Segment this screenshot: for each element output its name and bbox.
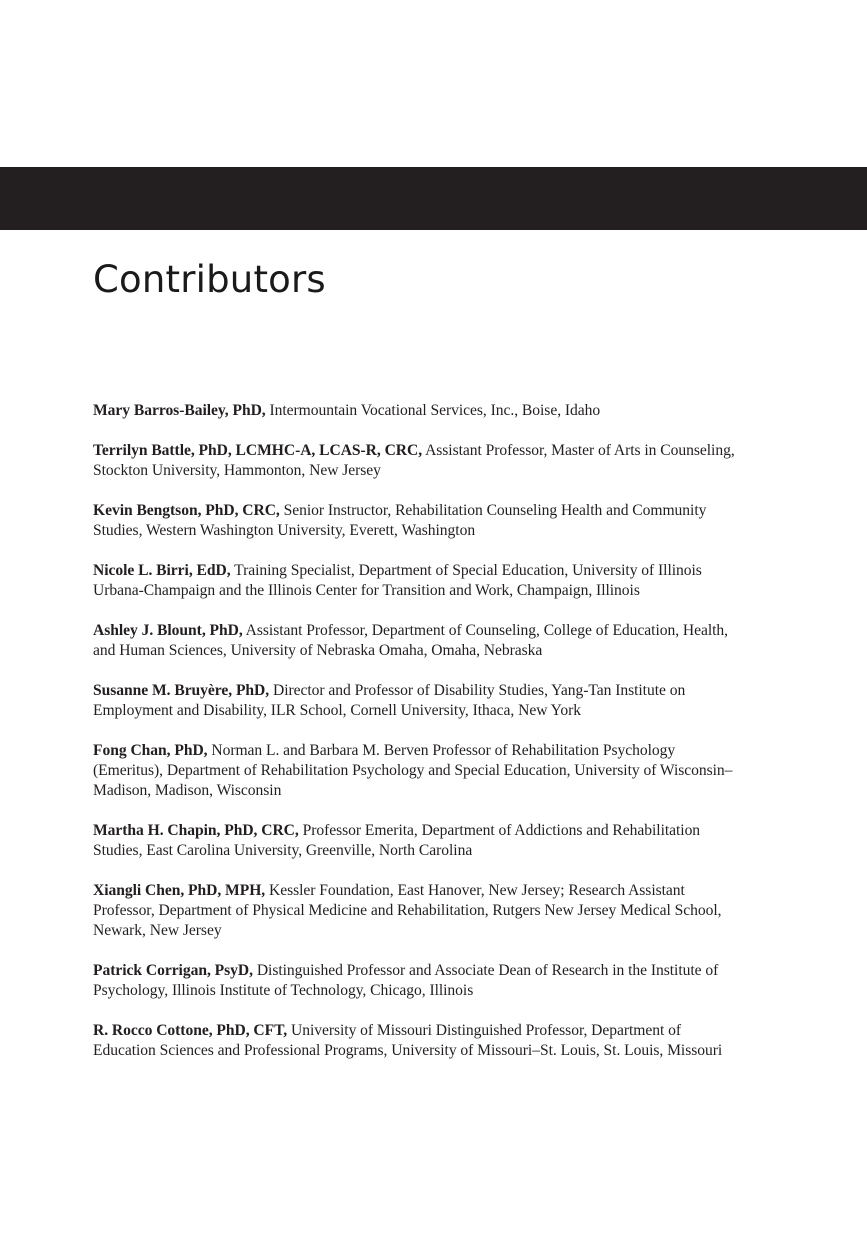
page-title: Contributors	[93, 258, 326, 301]
contributor-name: R. Rocco Cottone, PhD, CFT,	[93, 1022, 288, 1039]
contributor-name: Nicole L. Birri, EdD,	[93, 562, 231, 579]
contributor-affiliation: Professor Emerita, Department of Addictions and Rehabilitation Studies, East Carolina University, Greenville, North Carolina	[93, 822, 701, 859]
contributor-name: Susanne M. Bruyère, PhD,	[93, 682, 270, 699]
contributor-name: Fong Chan, PhD,	[93, 742, 208, 759]
contributor-affiliation: Senior Instructor, Rehabilitation Counseling Health and Community Studies, Western Washington University, Everett, Washington	[93, 502, 707, 539]
contributor-affiliation: Assistant Professor, Department of Counseling, College of Education, Health, and Human Sciences, University of Nebraska Omaha, Omaha, Nebraska	[93, 622, 729, 659]
contributor-entry	[93, 621, 738, 661]
contributor-affiliation: Norman L. and Barbara M. Berven Professor of Rehabilitation Psychology (Emeritus), Department of Rehabilitation Psychology and Special Education, University of Wisconsin–Madison, Madison, Wisconsin	[93, 742, 733, 799]
contributor-affiliation: Kessler Foundation, East Hanover, New Jersey; Research Assistant Professor, Department of Physical Medicine and Rehabilitation, Rutgers New Jersey Medical School, Newark, New Jersey	[93, 882, 722, 939]
contributor-entry	[93, 741, 738, 801]
contributor-entry	[93, 821, 738, 861]
contributor-affiliation: Distinguished Professor and Associate Dean of Research in the Institute of Psychology, Illinois Institute of Technology, Chicago, Illinois	[93, 962, 719, 999]
contributor-name: Mary Barros-Bailey, PhD,	[93, 402, 266, 419]
contributor-entry	[93, 961, 738, 1001]
contributor-entry	[93, 441, 738, 481]
contributor-name: Ashley J. Blount, PhD,	[93, 622, 243, 639]
contributor-entry	[93, 1021, 738, 1061]
contributor-entry	[93, 681, 738, 721]
contributor-affiliation: Director and Professor of Disability Studies, Yang-Tan Institute on Employment and Disability, ILR School, Cornell University, Ithaca, New York	[93, 682, 686, 719]
contributor-name: Kevin Bengtson, PhD, CRC,	[93, 502, 280, 519]
contributor-name: Xiangli Chen, PhD, MPH,	[93, 882, 266, 899]
contributor-entry	[93, 501, 738, 541]
contributor-affiliation: Intermountain Vocational Services, Inc., Boise, Idaho	[269, 402, 601, 419]
contributor-entry	[93, 881, 738, 941]
header-band	[0, 167, 867, 230]
contributor-affiliation: Assistant Professor, Master of Arts in Counseling, Stockton University, Hammonton, New Jersey	[93, 442, 735, 479]
contributor-entry	[93, 561, 738, 601]
contributors-list	[93, 401, 738, 1081]
contributor-name: Martha H. Chapin, PhD, CRC,	[93, 822, 299, 839]
contributor-name: Terrilyn Battle, PhD, LCMHC-A, LCAS-R, CRC,	[93, 442, 423, 459]
contributor-affiliation: University of Missouri Distinguished Professor, Department of Education Sciences and Professional Programs, University of Missouri–St. Louis, St. Louis, Missouri	[93, 1022, 723, 1059]
contributor-entry	[93, 401, 738, 421]
contributor-affiliation: Training Specialist, Department of Special Education, University of Illinois Urbana-Champaign and the Illinois Center for Transition and Work, Champaign, Illinois	[93, 562, 702, 599]
contributor-name: Patrick Corrigan, PsyD,	[93, 962, 253, 979]
